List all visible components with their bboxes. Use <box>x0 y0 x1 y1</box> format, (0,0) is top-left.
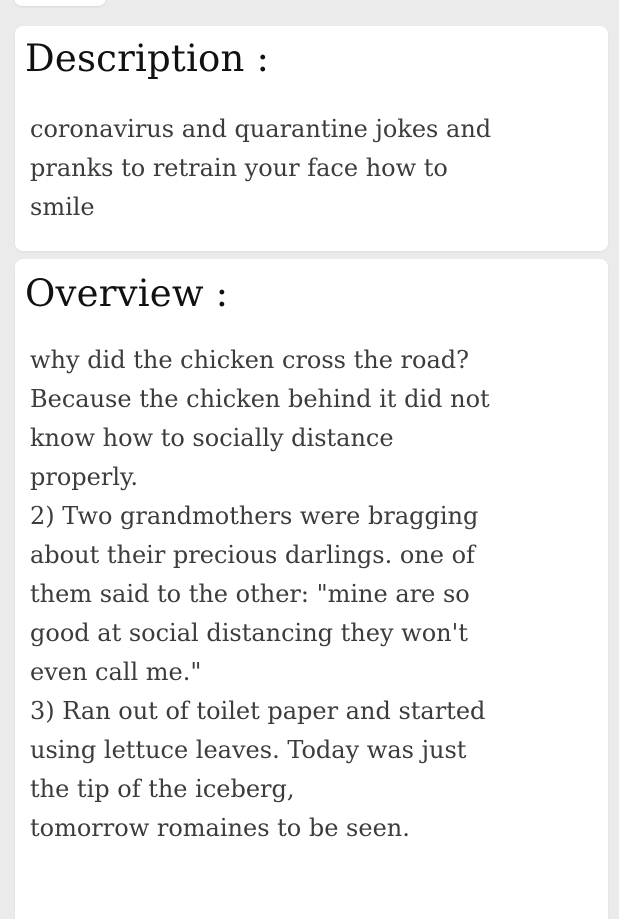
description-card <box>15 26 608 251</box>
overview-card <box>15 259 608 919</box>
overview-text: why did the chicken cross the road? Because the chicken behind it did not know how to socially distance properly. 2) Two grandmothers were bragging about their precious darlings. one of them said to the other: "mine are so good at social distancing they won't even call me." 3) Ran out of toilet paper and started using lettuce leaves. Today was just the tip of the iceberg, tomorrow romaines to be seen. <box>30 346 490 842</box>
description-text: coronavirus and quarantine jokes and pranks to retrain your face how to smile <box>30 115 492 221</box>
previous-card-edge <box>14 0 106 6</box>
overview-heading: Overview : <box>25 272 229 315</box>
description-heading: Description : <box>25 37 270 80</box>
